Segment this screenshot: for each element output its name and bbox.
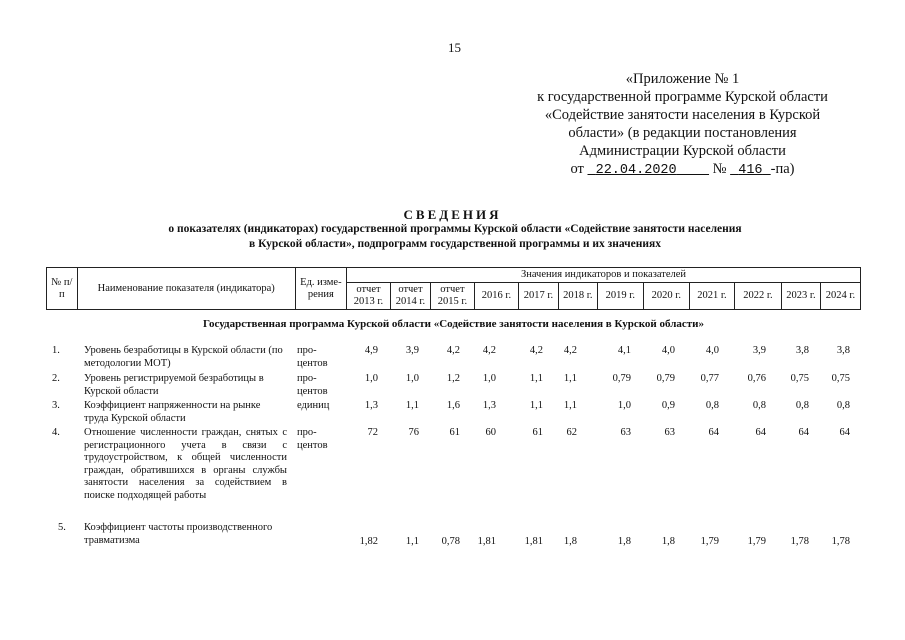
- number-prefix: №: [712, 161, 727, 177]
- header-year: 2018 г.: [558, 283, 597, 310]
- header-year: отчет 2013 г.: [346, 283, 390, 310]
- row-number: 3.: [52, 400, 60, 411]
- document-title: СВЕДЕНИЯ: [403, 207, 502, 222]
- header-year: 2024 г.: [820, 283, 860, 310]
- row-unit: про- центов: [297, 427, 328, 451]
- row-value: 64: [798, 427, 809, 438]
- header-year: отчет 2014 г.: [390, 283, 430, 310]
- row-value: 0,79: [656, 373, 675, 384]
- row-value: 1,1: [563, 373, 577, 384]
- row-value: 76: [408, 427, 419, 438]
- header-year: 2016 г.: [474, 283, 518, 310]
- row-value: 1,0: [405, 373, 419, 384]
- page-number: 15: [448, 40, 461, 55]
- row-value: 0,78: [441, 536, 460, 547]
- row-value: 4,2: [529, 345, 543, 356]
- header-number: № п/п: [47, 268, 78, 310]
- row-number: 2.: [52, 373, 60, 384]
- row-value: 1,79: [700, 536, 719, 547]
- row-number: 1.: [52, 345, 60, 356]
- section-title: Государственная программа Курской области «Содействие занятости населения в Курской области»: [202, 318, 705, 330]
- resolution-date: 22.04.2020: [595, 163, 677, 178]
- row-value: 64: [755, 427, 766, 438]
- row-value: 62: [566, 427, 577, 438]
- row-indicator-name: Уровень безработицы в Курской области (по методологии МОТ): [84, 345, 283, 369]
- row-value: 0,8: [752, 400, 766, 411]
- row-value: 4,2: [482, 345, 496, 356]
- row-value: 1,78: [790, 536, 809, 547]
- appendix-line-5: Администрации Курской области: [579, 143, 786, 159]
- row-value: 1,79: [747, 536, 766, 547]
- row-unit: единиц: [297, 400, 330, 411]
- subtitle-line-2: в Курской области», подпрограмм государственной программы и их значениях: [249, 238, 661, 250]
- row-value: 4,1: [617, 345, 631, 356]
- row-indicator-name: Отношение численности граждан, снятых с регистрационного учета в связи с трудоустройством, к общей численности граждан, обратившихся в органы службы занятости населения за содействием в поиске подходящей работы: [84, 427, 287, 501]
- row-value: 1,81: [524, 536, 543, 547]
- row-unit: про- центов: [297, 373, 328, 397]
- row-value: 1,1: [405, 400, 419, 411]
- row-value: 1,1: [563, 400, 577, 411]
- row-value: 1,1: [405, 536, 419, 547]
- appendix-line-2: к государственной программе Курской области: [537, 89, 828, 105]
- row-value: 1,6: [446, 400, 460, 411]
- row-value: 4,0: [705, 345, 719, 356]
- row-value: 64: [708, 427, 719, 438]
- row-value: 1,3: [364, 400, 378, 411]
- appendix-line-4: области» (в редакции постановления: [568, 125, 797, 141]
- header-year: 2017 г.: [518, 283, 558, 310]
- header-year: 2021 г.: [689, 283, 734, 310]
- row-value: 1,1: [529, 373, 543, 384]
- row-value: 1,0: [482, 373, 496, 384]
- row-value: 1,0: [364, 373, 378, 384]
- row-value: 1,8: [617, 536, 631, 547]
- row-value: 4,0: [661, 345, 675, 356]
- header-values: Значения индикаторов и показателей: [346, 268, 860, 283]
- row-value: 4,9: [364, 345, 378, 356]
- subtitle-line-1: о показателях (индикаторах) государственной программы Курской области «Содействие занятости населения: [168, 223, 742, 235]
- row-value: 63: [664, 427, 675, 438]
- number-suffix: -па): [770, 161, 795, 177]
- row-value: 0,75: [831, 373, 850, 384]
- row-value: 63: [620, 427, 631, 438]
- row-value: 0,9: [661, 400, 675, 411]
- row-value: 3,8: [795, 345, 809, 356]
- row-value: 72: [367, 427, 378, 438]
- appendix-line-1: «Приложение № 1: [625, 71, 740, 87]
- row-value: 4,2: [563, 345, 577, 356]
- row-value: 1,2: [446, 373, 460, 384]
- row-value: 1,82: [359, 536, 378, 547]
- row-value: 61: [449, 427, 460, 438]
- row-value: 0,75: [790, 373, 809, 384]
- appendix-date-line: [520, 160, 845, 180]
- header-year: 2022 г.: [734, 283, 781, 310]
- row-value: 1,81: [477, 536, 496, 547]
- row-unit: про- центов: [297, 345, 328, 369]
- row-value: 1,78: [831, 536, 850, 547]
- row-value: 1,0: [617, 400, 631, 411]
- row-value: 3,9: [752, 345, 766, 356]
- appendix-line-3: «Содействие занятости населения в Курской: [544, 107, 821, 123]
- row-value: 4,2: [446, 345, 460, 356]
- header-year: 2019 г.: [597, 283, 643, 310]
- row-value: 0,77: [700, 373, 719, 384]
- row-value: 64: [839, 427, 850, 438]
- row-value: 1,3: [482, 400, 496, 411]
- row-value: 60: [485, 427, 496, 438]
- row-value: 0,79: [612, 373, 631, 384]
- appendix-block: [520, 70, 845, 180]
- row-number: 4.: [52, 427, 60, 438]
- row-indicator-name: Уровень регистрируемой безработицы в Курской области: [84, 373, 264, 397]
- row-value: 61: [532, 427, 543, 438]
- indicators-table-header: [46, 267, 861, 310]
- row-value: 0,8: [705, 400, 719, 411]
- date-prefix: от: [570, 161, 584, 177]
- row-value: 0,8: [795, 400, 809, 411]
- header-year: 2020 г.: [643, 283, 689, 310]
- row-value: 3,8: [836, 345, 850, 356]
- row-number: 5.: [58, 522, 66, 533]
- row-value: 0,76: [747, 373, 766, 384]
- row-value: 0,8: [836, 400, 850, 411]
- document-subtitle: [120, 222, 790, 252]
- header-unit: Ед. изме- рения: [295, 268, 346, 310]
- header-indicator-name: Наименование показателя (индикатора): [77, 268, 295, 310]
- resolution-number: 416: [738, 163, 763, 178]
- row-value: 3,9: [405, 345, 419, 356]
- row-value: 1,8: [661, 536, 675, 547]
- row-value: 1,1: [529, 400, 543, 411]
- row-indicator-name: Коэффициент частоты производственного травматизма: [84, 522, 273, 546]
- header-year: отчет 2015 г.: [430, 283, 474, 310]
- header-year: 2023 г.: [782, 283, 821, 310]
- row-indicator-name: Коэффициент напряженности на рынке труда Курской области: [84, 400, 261, 424]
- row-value: 1,8: [563, 536, 577, 547]
